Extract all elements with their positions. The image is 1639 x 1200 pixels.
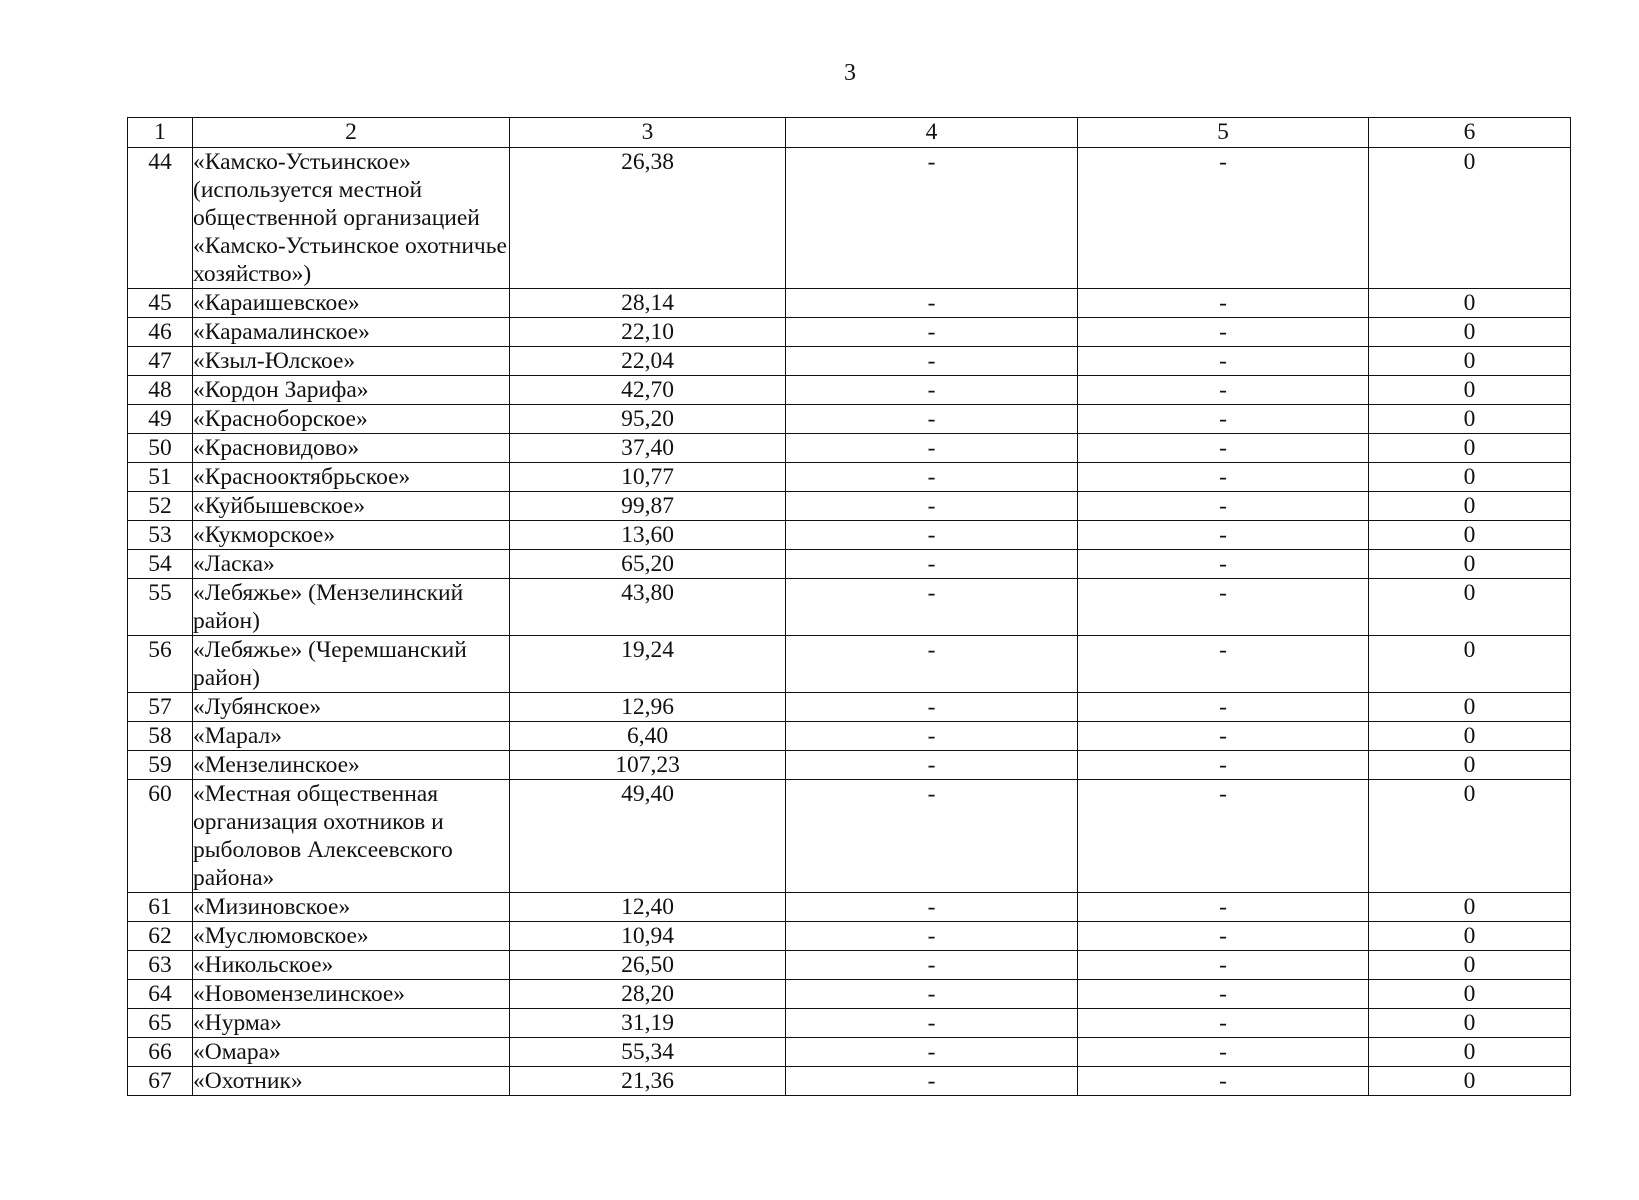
table-row xyxy=(128,980,1571,1009)
column-6-cell: 0 xyxy=(1369,463,1571,492)
column-6-cell: 0 xyxy=(1369,1067,1571,1096)
column-6-cell: 0 xyxy=(1369,980,1571,1009)
column-5-cell: - xyxy=(1078,951,1369,980)
row-number-cell: 53 xyxy=(128,521,193,550)
area-value-cell: 42,70 xyxy=(510,376,786,405)
column-header-4: 4 xyxy=(786,118,1078,148)
column-4-cell: - xyxy=(786,780,1078,893)
column-6-cell: 0 xyxy=(1369,693,1571,722)
column-5-cell: - xyxy=(1078,1038,1369,1067)
column-6-cell: 0 xyxy=(1369,922,1571,951)
area-value-cell: 26,50 xyxy=(510,951,786,980)
row-number-cell: 49 xyxy=(128,405,193,434)
table-row xyxy=(128,579,1571,636)
area-value-cell: 10,77 xyxy=(510,463,786,492)
column-4-cell: - xyxy=(786,751,1078,780)
column-4-cell: - xyxy=(786,492,1078,521)
column-header-5: 5 xyxy=(1078,118,1369,148)
table-body xyxy=(128,148,1571,1096)
hunting-ground-name-cell: «Муслюмовское» xyxy=(193,922,510,951)
row-number-cell: 62 xyxy=(128,922,193,951)
row-number-cell: 52 xyxy=(128,492,193,521)
row-number-cell: 45 xyxy=(128,289,193,318)
column-4-cell: - xyxy=(786,405,1078,434)
hunting-ground-name-cell: «Кукморское» xyxy=(193,521,510,550)
table-row xyxy=(128,289,1571,318)
table-row xyxy=(128,693,1571,722)
row-number-cell: 44 xyxy=(128,148,193,289)
table-row xyxy=(128,318,1571,347)
column-5-cell: - xyxy=(1078,376,1369,405)
column-5-cell: - xyxy=(1078,693,1369,722)
row-number-cell: 46 xyxy=(128,318,193,347)
row-number-cell: 47 xyxy=(128,347,193,376)
hunting-ground-name-cell: «Кзыл-Юлское» xyxy=(193,347,510,376)
table-row xyxy=(128,636,1571,693)
column-4-cell: - xyxy=(786,893,1078,922)
area-value-cell: 37,40 xyxy=(510,434,786,463)
row-number-cell: 64 xyxy=(128,980,193,1009)
hunting-ground-name-cell: «Местная общественная организация охотников и рыболовов Алексеевского района» xyxy=(193,780,510,893)
hunting-ground-name-cell: «Камско-Устьинское» (используется местной общественной организацией «Камско-Устьинское охотничье хозяйство») xyxy=(193,148,510,289)
column-5-cell: - xyxy=(1078,318,1369,347)
hunting-ground-name-cell: «Карамалинское» xyxy=(193,318,510,347)
row-number-cell: 58 xyxy=(128,722,193,751)
column-4-cell: - xyxy=(786,550,1078,579)
column-6-cell: 0 xyxy=(1369,951,1571,980)
table-row xyxy=(128,893,1571,922)
row-number-cell: 60 xyxy=(128,780,193,893)
column-6-cell: 0 xyxy=(1369,1009,1571,1038)
column-header-6: 6 xyxy=(1369,118,1571,148)
table-row xyxy=(128,434,1571,463)
column-6-cell: 0 xyxy=(1369,289,1571,318)
table-row xyxy=(128,550,1571,579)
column-6-cell: 0 xyxy=(1369,492,1571,521)
row-number-cell: 65 xyxy=(128,1009,193,1038)
area-value-cell: 21,36 xyxy=(510,1067,786,1096)
table-row xyxy=(128,751,1571,780)
hunting-ground-name-cell: «Красноборское» xyxy=(193,405,510,434)
column-6-cell: 0 xyxy=(1369,376,1571,405)
hunting-ground-name-cell: «Лебяжье» (Мензелинский район) xyxy=(193,579,510,636)
hunting-ground-name-cell: «Лубянское» xyxy=(193,693,510,722)
area-value-cell: 65,20 xyxy=(510,550,786,579)
column-6-cell: 0 xyxy=(1369,579,1571,636)
column-6-cell: 0 xyxy=(1369,347,1571,376)
hunting-ground-name-cell: «Охотник» xyxy=(193,1067,510,1096)
hunting-grounds-table xyxy=(127,117,1571,1096)
area-value-cell: 10,94 xyxy=(510,922,786,951)
area-value-cell: 43,80 xyxy=(510,579,786,636)
hunting-ground-name-cell: «Кордон Зарифа» xyxy=(193,376,510,405)
column-header-1: 1 xyxy=(128,118,193,148)
hunting-ground-name-cell: «Новомензелинское» xyxy=(193,980,510,1009)
row-number-cell: 59 xyxy=(128,751,193,780)
column-5-cell: - xyxy=(1078,347,1369,376)
column-6-cell: 0 xyxy=(1369,636,1571,693)
column-5-cell: - xyxy=(1078,780,1369,893)
column-6-cell: 0 xyxy=(1369,405,1571,434)
column-header-3: 3 xyxy=(510,118,786,148)
row-number-cell: 57 xyxy=(128,693,193,722)
row-number-cell: 50 xyxy=(128,434,193,463)
table-row xyxy=(128,1009,1571,1038)
column-4-cell: - xyxy=(786,922,1078,951)
area-value-cell: 28,20 xyxy=(510,980,786,1009)
header-row xyxy=(128,118,1571,148)
column-4-cell: - xyxy=(786,1038,1078,1067)
hunting-ground-name-cell: «Куйбышевское» xyxy=(193,492,510,521)
column-6-cell: 0 xyxy=(1369,1038,1571,1067)
table-row xyxy=(128,922,1571,951)
column-4-cell: - xyxy=(786,722,1078,751)
column-4-cell: - xyxy=(786,148,1078,289)
table-row xyxy=(128,347,1571,376)
hunting-ground-name-cell: «Караишевское» xyxy=(193,289,510,318)
area-value-cell: 31,19 xyxy=(510,1009,786,1038)
column-6-cell: 0 xyxy=(1369,722,1571,751)
page-number: 3 xyxy=(844,60,856,86)
area-value-cell: 6,40 xyxy=(510,722,786,751)
column-6-cell: 0 xyxy=(1369,550,1571,579)
column-4-cell: - xyxy=(786,434,1078,463)
column-4-cell: - xyxy=(786,1067,1078,1096)
row-number-cell: 63 xyxy=(128,951,193,980)
column-6-cell: 0 xyxy=(1369,434,1571,463)
column-5-cell: - xyxy=(1078,492,1369,521)
area-value-cell: 26,38 xyxy=(510,148,786,289)
table-header xyxy=(128,118,1571,148)
column-5-cell: - xyxy=(1078,893,1369,922)
hunting-ground-name-cell: «Мизиновское» xyxy=(193,893,510,922)
column-6-cell: 0 xyxy=(1369,780,1571,893)
table-row xyxy=(128,405,1571,434)
column-5-cell: - xyxy=(1078,405,1369,434)
hunting-ground-name-cell: «Марал» xyxy=(193,722,510,751)
table-row xyxy=(128,492,1571,521)
table-row xyxy=(128,722,1571,751)
column-5-cell: - xyxy=(1078,922,1369,951)
column-4-cell: - xyxy=(786,347,1078,376)
column-4-cell: - xyxy=(786,951,1078,980)
area-value-cell: 95,20 xyxy=(510,405,786,434)
table-row xyxy=(128,1038,1571,1067)
hunting-ground-name-cell: «Красновидово» xyxy=(193,434,510,463)
column-5-cell: - xyxy=(1078,550,1369,579)
area-value-cell: 13,60 xyxy=(510,521,786,550)
row-number-cell: 67 xyxy=(128,1067,193,1096)
row-number-cell: 51 xyxy=(128,463,193,492)
area-value-cell: 22,10 xyxy=(510,318,786,347)
hunting-ground-name-cell: «Мензелинское» xyxy=(193,751,510,780)
column-4-cell: - xyxy=(786,318,1078,347)
area-value-cell: 22,04 xyxy=(510,347,786,376)
area-value-cell: 107,23 xyxy=(510,751,786,780)
table-row xyxy=(128,1067,1571,1096)
column-5-cell: - xyxy=(1078,434,1369,463)
column-5-cell: - xyxy=(1078,751,1369,780)
area-value-cell: 49,40 xyxy=(510,780,786,893)
area-value-cell: 99,87 xyxy=(510,492,786,521)
column-5-cell: - xyxy=(1078,463,1369,492)
row-number-cell: 55 xyxy=(128,579,193,636)
hunting-ground-name-cell: «Лебяжье» (Черемшанский район) xyxy=(193,636,510,693)
column-6-cell: 0 xyxy=(1369,893,1571,922)
column-4-cell: - xyxy=(786,693,1078,722)
column-6-cell: 0 xyxy=(1369,318,1571,347)
column-4-cell: - xyxy=(786,579,1078,636)
table-row xyxy=(128,521,1571,550)
hunting-ground-name-cell: «Никольское» xyxy=(193,951,510,980)
row-number-cell: 56 xyxy=(128,636,193,693)
area-value-cell: 12,40 xyxy=(510,893,786,922)
column-4-cell: - xyxy=(786,1009,1078,1038)
column-5-cell: - xyxy=(1078,1009,1369,1038)
row-number-cell: 54 xyxy=(128,550,193,579)
table-row xyxy=(128,376,1571,405)
column-5-cell: - xyxy=(1078,722,1369,751)
table-row xyxy=(128,780,1571,893)
hunting-ground-name-cell: «Омара» xyxy=(193,1038,510,1067)
column-4-cell: - xyxy=(786,289,1078,318)
area-value-cell: 19,24 xyxy=(510,636,786,693)
area-value-cell: 55,34 xyxy=(510,1038,786,1067)
column-5-cell: - xyxy=(1078,148,1369,289)
row-number-cell: 66 xyxy=(128,1038,193,1067)
table-row xyxy=(128,463,1571,492)
column-6-cell: 0 xyxy=(1369,521,1571,550)
column-5-cell: - xyxy=(1078,980,1369,1009)
column-4-cell: - xyxy=(786,463,1078,492)
column-5-cell: - xyxy=(1078,521,1369,550)
column-5-cell: - xyxy=(1078,289,1369,318)
column-5-cell: - xyxy=(1078,579,1369,636)
table-row xyxy=(128,951,1571,980)
column-5-cell: - xyxy=(1078,636,1369,693)
row-number-cell: 48 xyxy=(128,376,193,405)
hunting-ground-name-cell: «Краснооктябрьское» xyxy=(193,463,510,492)
table-row xyxy=(128,148,1571,289)
column-4-cell: - xyxy=(786,376,1078,405)
column-4-cell: - xyxy=(786,521,1078,550)
column-6-cell: 0 xyxy=(1369,148,1571,289)
column-6-cell: 0 xyxy=(1369,751,1571,780)
hunting-ground-name-cell: «Ласка» xyxy=(193,550,510,579)
column-4-cell: - xyxy=(786,980,1078,1009)
row-number-cell: 61 xyxy=(128,893,193,922)
column-4-cell: - xyxy=(786,636,1078,693)
area-value-cell: 12,96 xyxy=(510,693,786,722)
area-value-cell: 28,14 xyxy=(510,289,786,318)
hunting-ground-name-cell: «Нурма» xyxy=(193,1009,510,1038)
column-header-2: 2 xyxy=(193,118,510,148)
column-5-cell: - xyxy=(1078,1067,1369,1096)
